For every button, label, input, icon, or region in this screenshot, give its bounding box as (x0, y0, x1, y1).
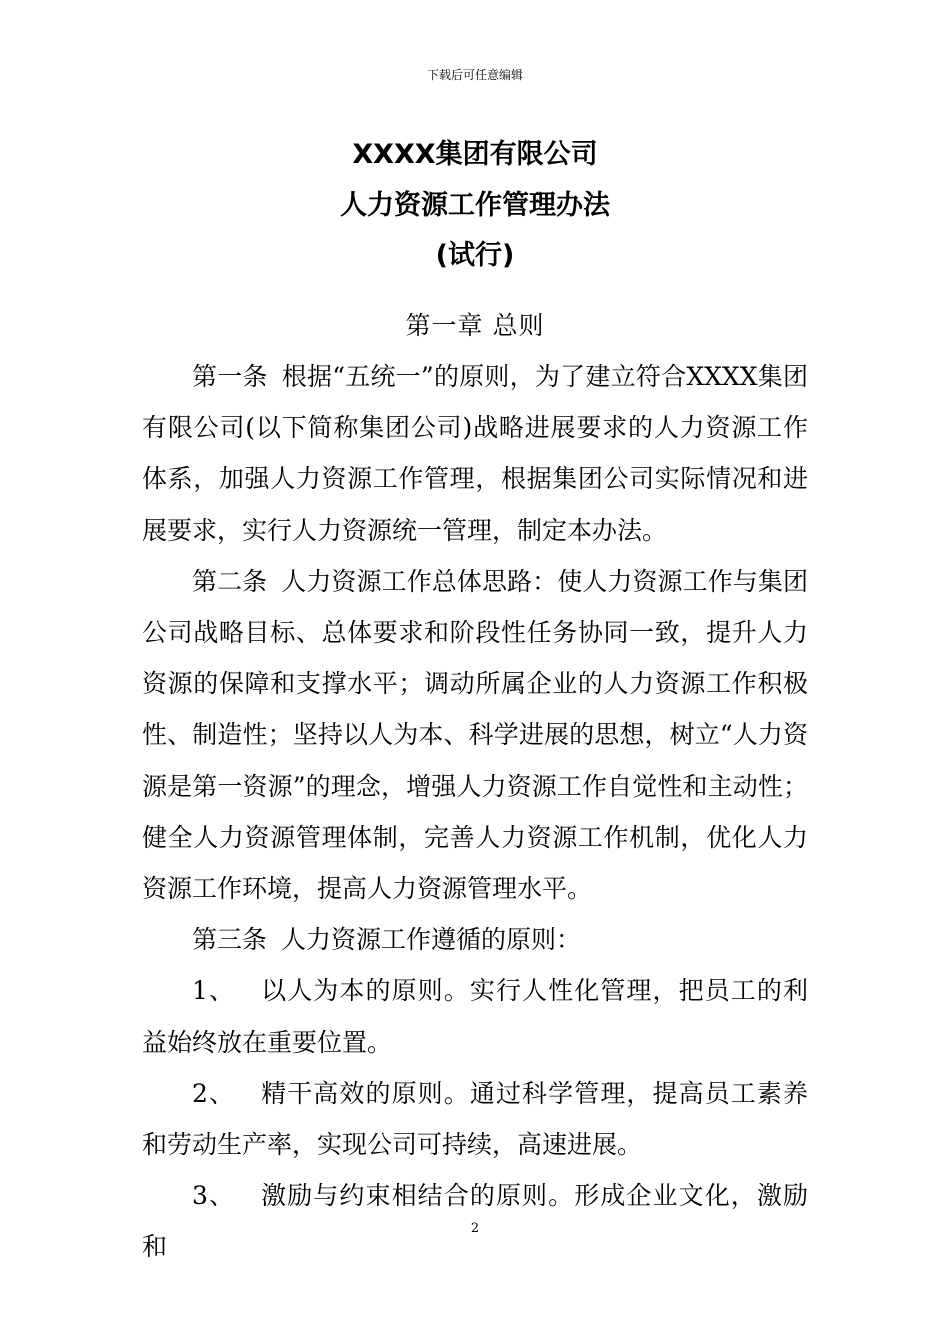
document-title-main: 人力资源工作管理办法 (340, 190, 610, 221)
article-label: 第三条 (192, 925, 268, 955)
document-body (142, 351, 808, 1273)
chapter-heading: 第一章 总则 (405, 311, 545, 340)
page-header: 下载后可任意编辑 (426, 68, 523, 82)
list-item-number: 3、 (192, 1181, 236, 1211)
document-title-trial: (试行) (435, 240, 515, 271)
list-item-text: 以人为本的原则。实行人性化管理，把员工的利益始终放在重要位置。 (142, 976, 809, 1057)
list-item-text: 精干高效的原则。通过科学管理，提高员工素养和劳动生产率，实现公司可持续，高速进展。 (142, 1078, 809, 1160)
list-item-text: 激励与约束相结合的原则。形成企业文化，激励和 (142, 1181, 809, 1262)
list-item (142, 965, 808, 1067)
article-paragraph (142, 351, 808, 556)
page-number: 2 (470, 1221, 480, 1236)
list-item-number: 1、 (192, 976, 236, 1006)
article-label: 第一条 (192, 362, 268, 391)
article-text: 人力资源工作遵循的原则： (281, 925, 582, 955)
list-item-number: 2、 (192, 1078, 236, 1108)
list-item (142, 1068, 808, 1170)
article-text: 根据“五统一”的原则，为了建立符合XXXX集团有限公司(以下简称集团公司)战略进展要求的人力资源工作体系，加强人力资源工作管理，根据集团公司实际情况和进展要求，实行人力资源统一管理，制定本办法。 (142, 362, 808, 545)
article-text: 人力资源工作总体思路：使人力资源工作与集团公司战略目标、总体要求和阶段性任务协同一致，提升人力资源的保障和支撑水平；调动所属企业的人力资源工作积极性、制造性；坚持以人为本、科学进展的思想，树立“人力资源是第一资源”的理念，增强人力资源工作自觉性和主动性；健全人力资源管理体制，完善人力资源工作机制，优化人力资源工作环境，提高人力资源管理水平。 (142, 566, 808, 904)
article-paragraph (142, 556, 808, 914)
document-title-company: XXXX集团有限公司 (352, 139, 598, 170)
article-paragraph (142, 914, 808, 965)
article-label: 第二条 (192, 566, 268, 596)
